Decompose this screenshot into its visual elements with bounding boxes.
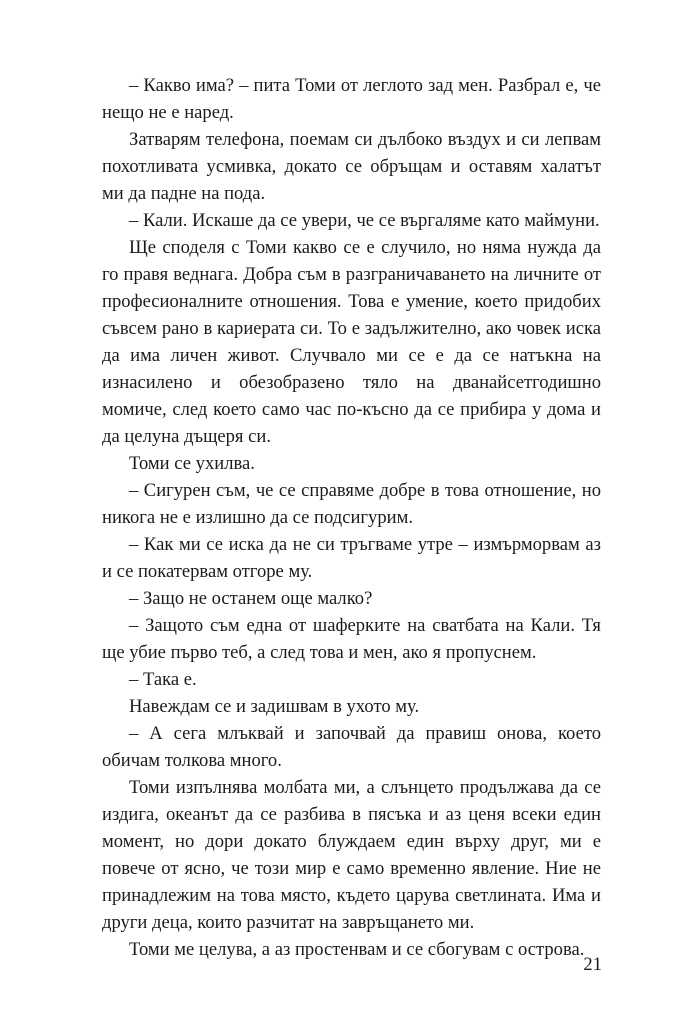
paragraph: Томи ме целува, а аз простенвам и се сбогувам с острова. — [129, 939, 585, 960]
page-number: 21 — [583, 954, 602, 975]
paragraph: – А сега млъквай и започвай да правиш онова, което обичам толкова много. — [102, 723, 601, 771]
paragraph: – Така е. — [129, 669, 197, 690]
paragraph: – Защо не останем още малко? — [129, 588, 373, 609]
paragraph: – Защото съм една от шаферките на сватбата на Кали. Тя ще убие първо теб, а след това и мен, ако я пропуснем. — [102, 615, 601, 663]
paragraph: – Сигурен съм, че се справяме добре в това отношение, но никога не е излишно да се подсигурим. — [102, 480, 601, 528]
body-text — [102, 72, 601, 963]
paragraph: Затварям телефона, поемам си дълбоко въздух и си лепвам похотливата усмивка, докато се обръщам и оставям халатът ми да падне на пода. — [102, 129, 601, 204]
paragraph: – Как ми се иска да не си тръгваме утре – измърморвам аз и се покатервам отгоре му. — [102, 534, 601, 582]
paragraph: Навеждам се и задишвам в ухото му. — [129, 696, 420, 717]
paragraph: Ще споделя с Томи какво се е случило, но няма нужда да го правя веднага. Добра съм в разграничаването на личните от професионалните отношения. Това е умение, което придобих съвсем рано в кариерата си. То е задължително, ако човек иска да има личен живот. Случвало ми се е да се натъкна на изнасилено и обезобразено тяло на дванайсетгодишно момиче, след което само час по-късно да се прибира у дома и да целуна дъщеря си. — [102, 237, 601, 447]
paragraph: – Кали. Искаше да се увери, че се въргаляме като маймуни. — [129, 210, 600, 231]
paragraph: – Какво има? – пита Томи от леглото зад мен. Разбрал е, че нещо не е наред. — [102, 75, 601, 123]
paragraph: Томи изпълнява молбата ми, а слънцето продължава да се издига, океанът да се разбива в пясъка и аз ценя всеки един момент, но дори докато блуждаем един върху друг, ми е повече от ясно, че този мир е само временно явление. Ние не принадлежим на това място, където царува светлината. Има и други деца, които разчитат на завръщането ми. — [102, 777, 601, 933]
paragraph: Томи се ухилва. — [129, 453, 255, 474]
